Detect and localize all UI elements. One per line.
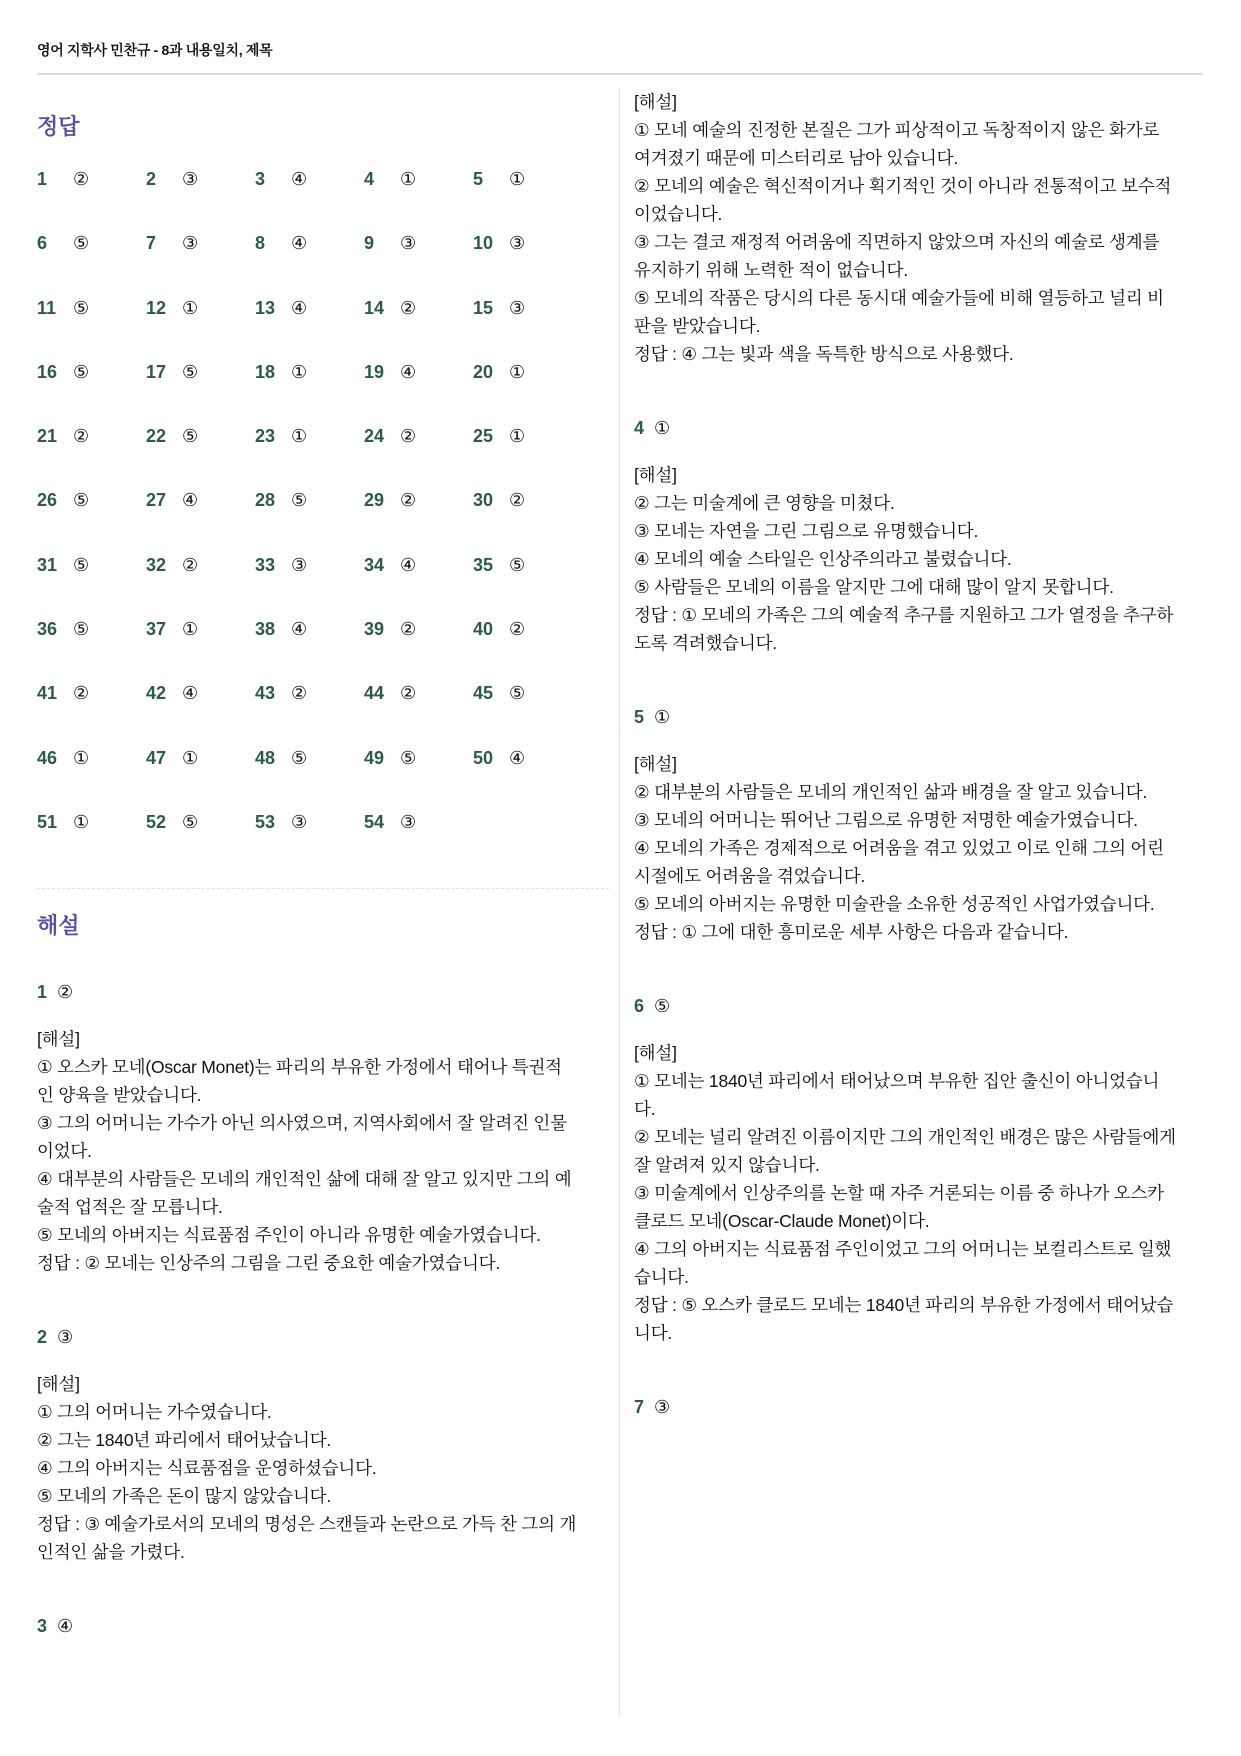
explanation-line: ④ 모네의 가족은 경제적으로 어려움을 겪고 있었고 이로 인해 그의 어린 — [634, 838, 1164, 858]
answer-choice: ③ — [654, 1397, 671, 1417]
document-title: 영어 지학사 민찬규 - 8과 내용일치, 제목 — [37, 42, 273, 58]
answer-key-item — [255, 555, 364, 619]
question-number: 7 — [146, 233, 157, 254]
question-number: 30 — [473, 490, 494, 511]
answer-choice: ⑤ — [291, 747, 308, 768]
question-number: 46 — [37, 747, 58, 768]
question-number: 50 — [473, 747, 494, 768]
answer-choice: ② — [291, 683, 308, 704]
answer-choice: ⑤ — [182, 361, 199, 382]
explanation-line: ② 그는 미술계에 큰 영향을 미쳤다. — [634, 493, 895, 513]
question-number: 51 — [37, 811, 58, 832]
explanation-header — [634, 996, 1209, 1017]
answer-choice: ② — [73, 426, 90, 447]
explanation-line: 술적 업적은 잘 모릅니다. — [37, 1197, 223, 1218]
answer-choice: ⑤ — [73, 490, 90, 511]
answer-key-item — [364, 490, 473, 554]
explanation-block — [37, 1616, 609, 1637]
answer-choice: ① — [509, 361, 526, 382]
question-number: 47 — [146, 747, 167, 768]
question-number: 11 — [37, 297, 57, 318]
explanation-line: ① 모네는 1840년 파리에서 태어났으며 부유한 집안 출신이 아니었습니 — [634, 1071, 1160, 1091]
explanation-line: ③ 모네는 자연을 그린 그림으로 유명했습니다. — [634, 521, 979, 541]
answer-key-item — [146, 426, 255, 490]
explanation-line: 이었다. — [37, 1141, 92, 1162]
answer-key-item — [364, 748, 473, 812]
answer-key-grid — [37, 169, 609, 876]
question-number: 23 — [255, 426, 276, 447]
explanation-line: 시절에도 어려움을 겪었습니다. — [634, 866, 866, 886]
answer-choice: ① — [73, 811, 90, 832]
answer-key-item — [473, 233, 582, 297]
answer-choice: ④ — [182, 490, 199, 511]
explanation-line: 유지하기 위해 노력한 적이 없습니다. — [634, 260, 908, 280]
answer-key-item — [146, 812, 255, 876]
explanation-line: 도록 격려했습니다. — [634, 633, 777, 653]
answer-key-item — [473, 298, 582, 362]
explanation-line: ⑤ 모네의 아버지는 유명한 미술관을 소유한 성공적인 사업가였습니다. — [634, 894, 1155, 914]
left-column — [37, 88, 609, 1637]
question-number: 9 — [364, 233, 375, 254]
answer-choice: ② — [73, 169, 90, 189]
explanation-line: 정답 : ② 모네는 인상주의 그림을 그린 중요한 예술가였습니다. — [37, 1253, 501, 1274]
answer-choice: ⑤ — [73, 297, 90, 318]
answer-key-item — [37, 619, 146, 683]
answer-choice: ⑤ — [291, 490, 308, 511]
explanation-text — [37, 1025, 609, 1277]
question-number: 10 — [473, 233, 494, 254]
answer-choice: ⑤ — [654, 996, 671, 1016]
answer-key-item — [146, 619, 255, 683]
explanation-line: [해설] — [634, 92, 677, 112]
explanation-text — [37, 1370, 609, 1566]
answer-choice: ① — [291, 361, 308, 382]
answer-choice: ① — [291, 426, 308, 447]
explanation-line: [해설] — [37, 1374, 80, 1395]
answer-choice: ④ — [400, 361, 417, 382]
explanation-line: ② 모네는 널리 알려진 이름이지만 그의 개인적인 배경은 많은 사람들에게 — [634, 1127, 1176, 1147]
explanation-line: ⑤ 사람들은 모네의 이름을 알지만 그에 대해 많이 알지 못합니다. — [634, 577, 1114, 597]
answer-key-item — [37, 748, 146, 812]
question-number: 42 — [146, 683, 167, 704]
explanation-line: 정답 : ③ 예술가로서의 모네의 명성은 스캔들과 논란으로 가득 찬 그의 개 — [37, 1514, 577, 1535]
explanation-line: [해설] — [634, 1043, 677, 1063]
question-number: 52 — [146, 811, 167, 832]
explanation-line: ⑤ 모네의 아버지는 식료품점 주인이 아니라 유명한 예술가였습니다. — [37, 1225, 541, 1246]
answer-key-item — [255, 233, 364, 297]
explanation-line: ④ 그의 아버지는 식료품점 주인이었고 그의 어머니는 보컬리스트로 일했 — [634, 1239, 1172, 1259]
answer-choice: ⑤ — [73, 554, 90, 575]
explanation-line: ⑤ 모네의 작품은 당시의 다른 동시대 예술가들에 비해 열등하고 널리 비 — [634, 288, 1164, 308]
question-number: 24 — [364, 426, 385, 447]
answer-key-item — [146, 362, 255, 426]
question-number: 3 — [255, 169, 266, 189]
explanations-section-title: 해설 — [37, 913, 80, 939]
explanation-line: ① 그의 어머니는 가수였습니다. — [37, 1402, 272, 1423]
question-number: 3 — [37, 1616, 48, 1637]
answer-key-item — [255, 748, 364, 812]
explanation-line: [해설] — [37, 1029, 80, 1050]
question-number: 25 — [473, 426, 494, 447]
answer-key-item — [364, 555, 473, 619]
explanation-block — [634, 1397, 1209, 1418]
answer-choice: ③ — [291, 811, 308, 832]
answer-key-item — [146, 298, 255, 362]
question-number: 32 — [146, 554, 167, 575]
answer-key-item — [364, 298, 473, 362]
question-number: 41 — [37, 683, 58, 704]
answer-key-item — [255, 426, 364, 490]
answer-choice: ③ — [57, 1327, 74, 1348]
answer-choice: ② — [400, 426, 417, 447]
explanation-line: 판을 받았습니다. — [634, 316, 761, 336]
answer-choice: ③ — [400, 233, 417, 254]
answers-section-title: 정답 — [37, 114, 80, 139]
answer-key-item — [146, 169, 255, 233]
answer-choice: ② — [400, 683, 417, 704]
explanation-line: ③ 그의 어머니는 가수가 아닌 의사였으며, 지역사회에서 잘 알려진 인물 — [37, 1113, 567, 1134]
answer-choice: ⑤ — [73, 361, 90, 382]
answer-key-item — [364, 619, 473, 683]
question-number: 37 — [146, 619, 167, 640]
section-divider — [37, 888, 609, 889]
answer-key-item — [473, 683, 582, 747]
question-number: 54 — [364, 811, 385, 832]
answer-key-item — [37, 233, 146, 297]
explanation-line: 정답 : ⑤ 오스카 클로드 모네는 1840년 파리의 부유한 가정에서 태어났습 — [634, 1295, 1174, 1315]
question-number: 8 — [255, 233, 266, 254]
answer-choice: ① — [509, 169, 526, 189]
answer-key-item — [146, 233, 255, 297]
question-number: 14 — [364, 297, 385, 318]
question-number: 16 — [37, 361, 58, 382]
question-number: 53 — [255, 811, 276, 832]
answer-choice: ② — [400, 297, 417, 318]
answer-key-item — [37, 298, 146, 362]
explanation-line: 정답 : ④ 그는 빛과 색을 독특한 방식으로 사용했다. — [634, 344, 1014, 364]
question-number: 26 — [37, 490, 58, 511]
explanation-line: ③ 미술계에서 인상주의를 논할 때 자주 거론되는 이름 중 하나가 오스카 — [634, 1183, 1164, 1203]
answer-choice: ③ — [291, 554, 308, 575]
explanation-header — [634, 1397, 1209, 1418]
explanation-header — [634, 707, 1209, 728]
answer-key-item — [37, 169, 146, 233]
answer-choice: ① — [400, 169, 417, 189]
answer-choice: ① — [73, 747, 90, 768]
explanation-header — [37, 982, 609, 1003]
question-number: 6 — [37, 233, 48, 254]
question-number: 19 — [364, 361, 385, 382]
answer-choice: ④ — [57, 1616, 74, 1637]
answer-choice: ③ — [182, 169, 199, 189]
answer-choice: ① — [654, 707, 671, 727]
explanation-line: ① 모네 예술의 진정한 본질은 그가 피상적이고 독창적이지 않은 화가로 — [634, 120, 1160, 140]
question-number: 49 — [364, 747, 385, 768]
answer-key-item — [255, 169, 364, 233]
header-divider — [37, 73, 1203, 75]
question-number: 27 — [146, 490, 167, 511]
answer-choice: ① — [182, 619, 199, 640]
question-number: 39 — [364, 619, 385, 640]
answer-choice: ⑤ — [182, 426, 199, 447]
explanation-block — [634, 996, 1209, 1347]
explanation-line: 정답 : ① 그에 대한 흥미로운 세부 사항은 다음과 같습니다. — [634, 922, 1069, 942]
explanation-header — [37, 1327, 609, 1348]
explanation-text — [634, 88, 1209, 368]
explanation-line: 이었습니다. — [634, 204, 723, 224]
explanation-line: 습니다. — [634, 1267, 689, 1287]
answer-key-item — [364, 233, 473, 297]
question-number: 1 — [37, 982, 48, 1003]
answer-choice: ④ — [400, 554, 417, 575]
question-number: 17 — [146, 361, 167, 382]
explanation-line: 클로드 모네(Oscar-Claude Monet)이다. — [634, 1211, 930, 1231]
answer-choice: ④ — [182, 683, 199, 704]
answer-key-item — [37, 812, 146, 876]
answer-key-item — [473, 619, 582, 683]
answer-key-item — [146, 748, 255, 812]
question-number: 44 — [364, 683, 385, 704]
question-number: 31 — [37, 554, 58, 575]
explanation-line: 여겨졌기 때문에 미스터리로 남아 있습니다. — [634, 148, 958, 168]
answer-key-item — [473, 362, 582, 426]
question-number: 36 — [37, 619, 58, 640]
explanation-line: ② 그는 1840년 파리에서 태어났습니다. — [37, 1430, 332, 1451]
explanation-line: 정답 : ① 모네의 가족은 그의 예술적 추구를 지원하고 그가 열정을 추구하 — [634, 605, 1174, 625]
question-number: 1 — [37, 169, 48, 189]
answer-key-item — [364, 426, 473, 490]
answer-key-item — [146, 490, 255, 554]
explanation-line: ① 오스카 모네(Oscar Monet)는 파리의 부유한 가정에서 태어나 특권적 — [37, 1057, 562, 1078]
answer-choice: ② — [400, 490, 417, 511]
answer-key-item — [255, 619, 364, 683]
explanation-line: ④ 그의 아버지는 식료품점을 운영하셨습니다. — [37, 1458, 377, 1479]
answer-key-item — [255, 362, 364, 426]
right-column — [634, 88, 1209, 1418]
question-number: 34 — [364, 554, 385, 575]
answer-choice: ③ — [182, 233, 199, 254]
question-number: 2 — [146, 169, 157, 189]
question-number: 43 — [255, 683, 276, 704]
explanation-line: [해설] — [634, 754, 677, 774]
question-number: 40 — [473, 619, 494, 640]
answer-key-item — [473, 169, 582, 233]
answer-choice: ② — [509, 490, 526, 511]
answer-choice: ③ — [509, 297, 526, 318]
answer-choice: ⑤ — [73, 619, 90, 640]
answer-key-item — [37, 555, 146, 619]
explanation-header — [634, 418, 1209, 439]
answer-choice: ④ — [291, 169, 308, 189]
explanation-line: 인 양육을 받았습니다. — [37, 1085, 202, 1106]
answer-key-item — [473, 426, 582, 490]
answer-key-item — [255, 298, 364, 362]
explanation-line: 잘 알려져 있지 않습니다. — [634, 1155, 820, 1175]
explanation-line: ③ 그는 결코 재정적 어려움에 직면하지 않았으며 자신의 예술로 생계를 — [634, 232, 1160, 252]
answer-choice: ⑤ — [509, 683, 526, 704]
answer-choice: ⑤ — [400, 747, 417, 768]
answer-key-item — [255, 812, 364, 876]
question-number: 13 — [255, 297, 276, 318]
question-number: 7 — [634, 1397, 645, 1417]
answer-choice: ④ — [291, 297, 308, 318]
explanation-line: ② 대부분의 사람들은 모네의 개인적인 삶과 배경을 잘 알고 있습니다. — [634, 782, 1148, 802]
answer-key-item — [37, 362, 146, 426]
answer-key-item — [364, 812, 473, 876]
explanation-line: ④ 대부분의 사람들은 모네의 개인적인 삶에 대해 잘 알고 있지만 그의 예 — [37, 1169, 572, 1190]
question-number: 45 — [473, 683, 494, 704]
explanation-text — [634, 750, 1209, 946]
answer-key-item — [37, 426, 146, 490]
answer-choice: ② — [182, 554, 199, 575]
question-number: 15 — [473, 297, 494, 318]
question-number: 18 — [255, 361, 276, 382]
explanation-block — [634, 707, 1209, 946]
answer-choice: ① — [654, 418, 671, 438]
question-number: 6 — [634, 996, 645, 1016]
answer-key-item — [473, 555, 582, 619]
answer-choice: ② — [400, 619, 417, 640]
explanation-block — [634, 418, 1209, 657]
question-number: 33 — [255, 554, 276, 575]
question-number: 12 — [146, 297, 167, 318]
explanations-list-left — [37, 982, 609, 1637]
explanation-line: 니다. — [634, 1323, 673, 1343]
answer-choice: ④ — [291, 619, 308, 640]
question-number: 29 — [364, 490, 385, 511]
answer-key-item — [37, 683, 146, 747]
answer-choice: ④ — [509, 747, 526, 768]
explanation-block — [37, 1327, 609, 1566]
column-divider — [619, 88, 620, 1716]
explanation-line: ⑤ 모네의 가족은 돈이 많지 않았습니다. — [37, 1486, 332, 1507]
answer-choice: ⑤ — [73, 233, 90, 254]
answer-key-item — [364, 683, 473, 747]
explanation-line: ④ 모네의 예술 스타일은 인상주의라고 불렸습니다. — [634, 549, 1012, 569]
explanations-list-right — [634, 88, 1209, 1418]
explanation-text — [634, 461, 1209, 657]
explanation-line: 인적인 삶을 가렸다. — [37, 1542, 185, 1563]
question-number: 4 — [364, 169, 375, 189]
question-number: 21 — [37, 426, 58, 447]
answer-choice: ② — [57, 982, 74, 1003]
explanation-line: 다. — [634, 1099, 656, 1119]
question-number: 38 — [255, 619, 276, 640]
answer-choice: ② — [73, 683, 90, 704]
question-number: 5 — [634, 707, 645, 727]
explanation-block — [37, 982, 609, 1277]
answer-choice: ① — [182, 747, 199, 768]
question-number: 2 — [37, 1327, 48, 1348]
question-number: 28 — [255, 490, 276, 511]
question-number: 48 — [255, 747, 276, 768]
answer-choice: ① — [509, 426, 526, 447]
answer-key-item — [473, 490, 582, 554]
answer-choice: ① — [182, 297, 199, 318]
answer-choice: ④ — [291, 233, 308, 254]
question-number: 4 — [634, 418, 645, 438]
answer-choice: ⑤ — [182, 811, 199, 832]
answer-key-item — [255, 490, 364, 554]
question-number: 20 — [473, 361, 494, 382]
answer-key-item — [146, 555, 255, 619]
explanation-line: ② 모네의 예술은 혁신적이거나 획기적인 것이 아니라 전통적이고 보수적 — [634, 176, 1172, 196]
answer-key-item — [255, 683, 364, 747]
answer-choice: ③ — [400, 811, 417, 832]
explanation-line: [해설] — [634, 465, 677, 485]
answer-key-item — [473, 748, 582, 812]
answer-choice: ② — [509, 619, 526, 640]
explanation-header — [37, 1616, 609, 1637]
answer-key-item — [364, 362, 473, 426]
answer-choice: ⑤ — [509, 554, 526, 575]
question-number: 22 — [146, 426, 167, 447]
answer-choice: ③ — [509, 233, 526, 254]
question-number: 35 — [473, 554, 494, 575]
answer-key-item — [146, 683, 255, 747]
question-number: 5 — [473, 169, 484, 189]
explanation-block — [634, 88, 1209, 368]
explanation-text — [634, 1039, 1209, 1347]
explanation-line: ③ 모네의 어머니는 뛰어난 그림으로 유명한 저명한 예술가였습니다. — [634, 810, 1138, 830]
answer-key-item — [37, 490, 146, 554]
answer-key-item — [364, 169, 473, 233]
